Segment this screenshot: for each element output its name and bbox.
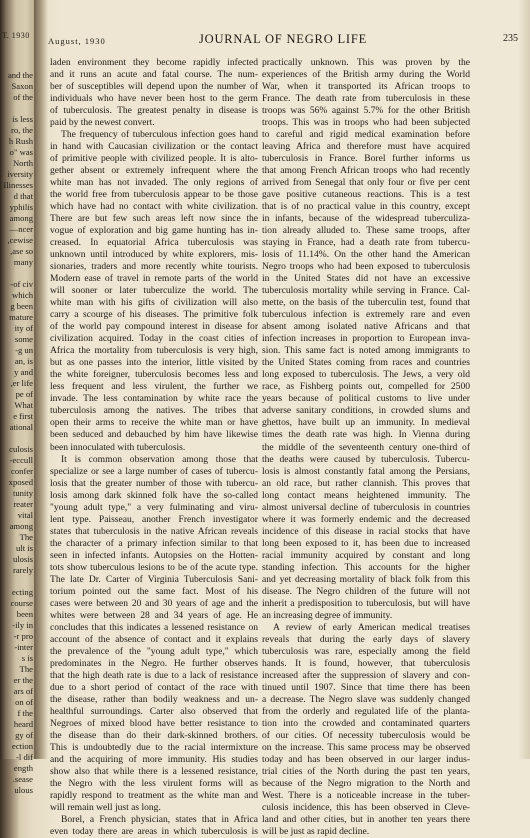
text-line: War, when it transported its African troops to (262, 81, 470, 93)
previous-page-line: s is (21, 653, 33, 663)
text-line: standing infection. This accounts for the higher (262, 561, 470, 573)
previous-page-line: mature (9, 312, 33, 322)
text-line: incidence of this disease in racial stocks that have (262, 525, 470, 537)
text-line: the Negro with the less virulent forms will as (50, 777, 258, 789)
text-line: long been exposed to it, has been due to increased (262, 537, 470, 549)
text-line: in the United States did not have an excessive (262, 273, 470, 285)
text-line: tion into the crowded and contaminated quarters (262, 717, 470, 729)
text-line: racial immunity acquired by constant and long (262, 549, 470, 561)
text-line: that the high death rate is due to a lack of resistance (50, 669, 258, 681)
text-column-left (50, 57, 258, 838)
text-line: in infants, because of the widespread tuberculiza- (262, 213, 470, 225)
previous-page-line: f the (17, 708, 33, 718)
text-line: "young adult type," a very fulminating and viru- (50, 501, 258, 513)
text-line: Modern ease of travel in remote parts of the world (50, 273, 258, 285)
text-line: trial cities of the North during the past ten years, (262, 765, 470, 777)
previous-page-line: xposed (8, 477, 33, 487)
previous-page-line: ity of (14, 323, 33, 333)
text-line: show also that while there is a lessened resistance, (50, 765, 258, 777)
text-line: tots show tuberculous lesions to be of the acute type. (50, 561, 258, 573)
text-line: practically unknown. This was proven by the (262, 57, 470, 68)
book-gutter (34, 0, 48, 759)
previous-page-line: is less (12, 114, 33, 124)
text-line: almost universal decline of tuberculosis in countries (262, 501, 470, 513)
previous-page-line: cewise, (7, 235, 33, 245)
text-line: inherit a predisposition to tuberculosis, but will have (262, 597, 470, 609)
text-line: Africa the mortality from tuberculosis is very high, (50, 345, 258, 357)
text-line: of tuberculosis. The greatest penalty in disease is (50, 105, 258, 117)
text-line: the world free from tuberculosis appear to be those (50, 189, 258, 201)
previous-page-line: pe of (15, 389, 33, 399)
previous-page-line: and the (7, 70, 33, 80)
previous-page-line: er life, (10, 378, 33, 388)
text-line: the middle of the seventeenth century one-third of (262, 441, 470, 453)
text-line: that among French African troops who had recently (262, 165, 470, 177)
text-line: staying in France, had a death rate from tubercu- (262, 237, 470, 249)
previous-page-line: among (9, 521, 33, 531)
text-line: There are but few such areas left now since the (50, 213, 258, 225)
previous-page-line: many (13, 257, 33, 267)
text-line: the deaths were caused by tuberculosis. Tubercu- (262, 453, 470, 465)
text-line: culosis incidence, this has been observed in Cleve- (262, 801, 470, 813)
previous-page-line: course (10, 598, 33, 608)
text-line: on the increase. This same process may be observed (262, 741, 470, 753)
previous-page-line: of civ- (10, 279, 33, 289)
text-line: The late Dr. Carter of Virginia Tuberculosis Sani- (50, 573, 258, 585)
previous-page-line: ase so, (10, 246, 33, 256)
previous-page-line: Saxon (11, 81, 33, 91)
previous-page-line: ily in- (12, 620, 33, 630)
previous-page-line: among (9, 213, 33, 223)
text-line: The frequency of tuberculous infection goes hand (61, 129, 258, 141)
text-line: Negroes of mixed blood have better resistance to (50, 717, 258, 729)
text-line: troops. This was in troops who had been subjected (262, 117, 470, 129)
previous-page-line: inter- (14, 642, 33, 652)
text-line: predominates in the Negro. He further observes (50, 657, 258, 669)
text-line: the disease than do their dark-skinned brothers. (50, 729, 258, 741)
text-line: gave positive cutaneous reactions. This is a test (262, 189, 470, 201)
text-line: an old race, but rather clannish. This proves that (262, 477, 470, 489)
text-line: experiences of the British army during the World (262, 69, 470, 81)
text-line: disease. The Negro children of the future will not (262, 585, 470, 597)
text-line: losis is almost constantly fatal among the Persians, (262, 465, 470, 477)
text-line: long exposed to tuberculosis. The Jews, a very old (262, 369, 470, 381)
text-line: and yet decreasing mortality of black folk from this (262, 573, 470, 585)
running-header (48, 30, 518, 50)
text-line: from the orderly and regulated life of the planta- (262, 705, 470, 717)
text-line: tuberculosis was rare, especially among the field (262, 645, 470, 657)
text-line: white man with his gifts of civilization will also (50, 297, 258, 309)
text-line: invade. The less contamination by white race the (50, 393, 258, 405)
text-line: of primitive people with civilized people. It is alto- (50, 153, 258, 165)
previous-page-line: h Rush (8, 136, 33, 146)
text-line: white man has not invaded. The only regions of (50, 177, 258, 189)
text-line: and the acquiring of more immunity. His studies (50, 753, 258, 765)
text-line: which have had no contact with white civilization. (50, 201, 258, 213)
text-line: infection increases in proportion to European inva- (262, 333, 470, 345)
previous-page-line: er the (13, 675, 33, 685)
text-line: France. The death rate from tuberculosis in these (262, 93, 470, 105)
previous-page-line: ational (9, 422, 33, 432)
previous-page-line: vital (17, 510, 33, 520)
previous-page-line: l dif- (16, 752, 33, 762)
text-line: tuberculosis mortality while serving in France. Cal- (262, 285, 470, 297)
previous-page-line: y and (14, 367, 33, 377)
page-number: 235 (503, 33, 518, 44)
text-line: states that tuberculosis in the native African reveals (50, 525, 258, 537)
previous-page-edge (0, 0, 34, 795)
previous-page-line: ulous (14, 785, 33, 795)
previous-page-line: ncer— (9, 224, 33, 234)
previous-page-line: iversity (7, 169, 33, 179)
text-line: tuberculosis in France. Borel further informs us (262, 153, 470, 165)
previous-page-line: The (19, 532, 33, 542)
text-line: race, as Fishberg points out, compelled for 2500 (262, 381, 470, 393)
text-line: healthful surroundings. Carter also observed that (50, 705, 258, 717)
text-line: civilization acquired. Today in the coast cities of (50, 333, 258, 345)
previous-page-line: which (11, 290, 33, 300)
previous-page-line: gy of (15, 730, 33, 740)
text-line: ghettos, have built up an immunity. In medieval (262, 417, 470, 429)
text-line: and it runs an acute and fatal course. The num- (50, 69, 258, 81)
previous-page-line: ars of (13, 686, 33, 696)
text-line: torium pointed out the same fact. Most of his (50, 585, 258, 597)
page-edge-shadow (518, 0, 530, 759)
text-line: Borel, a French physician, states that in Africa (61, 813, 258, 825)
text-line: lent type. Paisseau, another French investigator (50, 513, 258, 525)
text-line: troops was 56% against 5.7% for the other British (262, 105, 470, 117)
text-line: laden environment they become rapidly infected (50, 57, 258, 68)
text-line: will be just as rapid decline. (262, 826, 370, 837)
text-line: West. There is a noticeable increase in the tuber- (262, 789, 470, 801)
text-line: mette, on the basis of the tuberculin test, found that (262, 297, 470, 309)
text-line: due to a short period of contact of the race with (50, 681, 258, 693)
text-line: adverse sanitary conditions, in crowded slums and (262, 405, 470, 417)
previous-page-line: ulosis (12, 554, 33, 564)
previous-page-line: yphilis (9, 202, 33, 212)
text-line: carry a scourge of his diseases. The primitive folk (50, 309, 258, 321)
text-line: sion. This same fact is noted among immigrants to (262, 345, 470, 357)
text-line: concludes that this indicates a lessened resistance on (50, 621, 258, 633)
previous-page-line: ecting (12, 587, 33, 597)
previous-page-line: ength (13, 763, 33, 773)
text-line: paid by the newest convert. (50, 117, 155, 129)
previous-page-line: e first (13, 411, 33, 421)
previous-page-line: ection (12, 741, 33, 751)
previous-page-line: some (14, 334, 33, 344)
text-line: even today there are areas in which tuberculosis is (50, 826, 258, 837)
text-line: leaving Africa and therefore must have acquired (262, 141, 470, 153)
text-line: Negro troops who had been exposed to tuberculosis (262, 261, 470, 273)
text-line: gether absent or extremely infrequent where the (50, 165, 258, 177)
text-line: times the death rate was high. In Vienna during (262, 429, 470, 441)
previous-page-line: r pro- (13, 631, 33, 641)
previous-page-line: of the (13, 92, 33, 102)
text-line: tuberculosis among the natives. The tribes that (50, 405, 258, 417)
text-line: individuals who have never been host to the germ (50, 93, 258, 105)
previous-page-header: T. 1930 (2, 31, 30, 40)
text-line: will sooner or later tuberculize the world. The (50, 285, 258, 297)
text-line: of our cities. Of necessity tuberculosis would be (262, 729, 470, 741)
text-line: of the world pay compound interest in disease for (50, 321, 258, 333)
previous-page-line: on of (15, 697, 33, 707)
text-line: the disease, rather than bodily weakness and un- (50, 693, 258, 705)
text-line: seen in infected infants. Autopsies on the Hotten- (50, 549, 258, 561)
previous-page-line: been (16, 609, 33, 619)
text-line: losis that the greater number of those with tubercu- (50, 477, 258, 489)
previous-page-line: g un- (15, 345, 33, 355)
text-line: losis of 11.14%. On the other hand the American (262, 249, 470, 261)
previous-page-line: reater (13, 499, 33, 509)
text-line: tinued until 1907. Since that time there has been (262, 681, 470, 693)
previous-page-line: eccull- (9, 455, 33, 465)
text-line: but as one passes into the interior, little visited by (50, 357, 258, 369)
text-line: arrived from Senegal that only four or five per cent (262, 177, 470, 189)
previous-page-line: an, is (14, 356, 33, 366)
text-line: specialize or see a large number of cases of tubercu- (50, 465, 258, 477)
text-line: long contact means heightened immunity. The (262, 489, 470, 501)
text-line: A review of early American medical treatises (273, 621, 470, 633)
text-line: where it was formerly endemic and the decreased (262, 513, 470, 525)
text-line: unknown until introduced by white explorers, mis- (50, 249, 258, 261)
previous-page-line: o" was (9, 147, 33, 157)
previous-page-line: North (12, 158, 33, 168)
text-line: creased. In equatorial Africa tuberculosis was (50, 237, 258, 249)
text-line: sionaries, traders and more recently white tourists. (50, 261, 258, 273)
previous-page-line: culosis (9, 444, 33, 454)
text-line: a decrease. The Negro slave was suddenly changed (262, 693, 470, 705)
issue-date: August, 1930 (48, 36, 106, 46)
text-line: whites were between 28 and 34 years of age. He (50, 609, 258, 621)
previous-page-line: sease. (12, 774, 33, 784)
text-line: today and has been observed in our larger indus- (262, 753, 470, 765)
text-line: less frequent and less virulent, the further we (50, 381, 258, 393)
text-line: to careful and rigid medical examination before (262, 129, 470, 141)
text-line: the white foreigner, tuberculosis becomes less and (50, 369, 258, 381)
text-line: tion already alluded to. These same troops, after (262, 225, 470, 237)
previous-page-line: rarely (12, 565, 33, 575)
text-line: reveals that during the early days of slavery (262, 633, 470, 645)
text-line: an increasing degree of immunity. (262, 609, 393, 621)
text-line: absent among isolated native Africans and that (262, 321, 470, 333)
text-line: open their arms to receive the white man or have (50, 417, 258, 429)
text-line: ber of susceptibles will depend upon the number of (50, 81, 258, 93)
text-line: been innoculated with tuberculosis. (50, 441, 186, 453)
text-line: losis among dark skinned folk have the so-called (50, 489, 258, 501)
text-line: This is undoubtedly due to the racial intermixture (50, 741, 258, 753)
text-column-right (262, 57, 470, 838)
text-line: cases were between 20 and 30 years of age and the (50, 597, 258, 609)
text-line: vogue of exploration and big game hunting has in- (50, 225, 258, 237)
previous-page-line: What (14, 400, 33, 410)
previous-page-line: g been (10, 301, 33, 311)
text-line: account of the absence of contact and it explains (50, 633, 258, 645)
previous-page-line: tunity (12, 488, 33, 498)
previous-page-line: d that (13, 191, 33, 201)
text-line: that is of no practical value in this country, except (262, 201, 470, 213)
text-line: land and other cities, but in another ten years there (262, 813, 470, 825)
text-line: It is common observation among those that (61, 453, 258, 465)
text-line: because of the Negro migration to the North and (262, 777, 470, 789)
previous-page-line: Ilinesses (3, 180, 33, 190)
text-line: the United States coming from races and countries (262, 357, 470, 369)
previous-page-line: ult is (16, 543, 33, 553)
text-line: increased after the suppression of slavery and con- (262, 669, 470, 681)
text-line: rapidly respond to treatment as the white man and (50, 789, 258, 801)
previous-page-line: heard (13, 719, 33, 729)
text-line: years because of political customs to live under (262, 393, 470, 405)
previous-page-line: The (19, 664, 33, 674)
previous-page-line: confer (11, 466, 33, 476)
text-line: been seduced and debauched by him have likewise (50, 429, 258, 441)
text-line: in hand with Caucasian civilization or the contact (50, 141, 258, 153)
text-line: the character of a primary infection similar to that (50, 537, 258, 549)
text-line: tuberculous infection is extremely rare and even (262, 309, 470, 321)
journal-title: JOURNAL OF NEGRO LIFE (198, 32, 368, 46)
text-line: will remain well just as long. (50, 801, 161, 813)
text-line: the prevalence of the "young adult type," which (50, 645, 258, 657)
text-line: hands. It is found, however, that tuberculosis (262, 657, 470, 669)
previous-page-line: ro, the (11, 125, 33, 135)
